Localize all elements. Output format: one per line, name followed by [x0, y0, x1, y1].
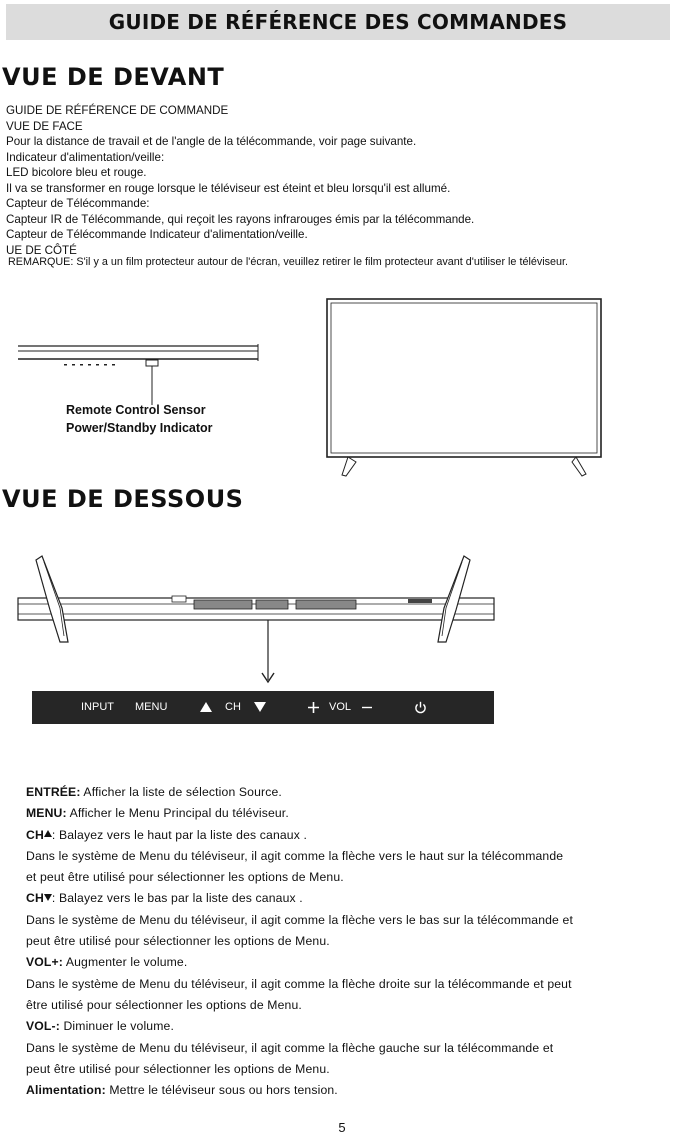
small-up-arrow-icon [44, 830, 52, 837]
text-line: Capteur de Télécommande: [6, 197, 150, 210]
bottom-view-title: VUE DE DESSOUS [2, 485, 244, 513]
text-line: UE DE CÔTÉ [6, 243, 77, 257]
front-view-text [6, 103, 676, 258]
desc-text: : Balayez vers le haut par la liste des canaux . [51, 827, 308, 842]
standby-indicator-label: Power/Standby Indicator [66, 421, 213, 435]
desc-label: VOL+: [26, 955, 63, 970]
power-icon [414, 701, 427, 714]
ch-button-label: CH [225, 701, 241, 713]
vol-button-label: VOL [329, 701, 352, 713]
page-title: GUIDE DE RÉFÉRENCE DES COMMANDES [108, 10, 568, 34]
desc-detail: être utilisé pour sélectionner les options de Menu. [26, 997, 302, 1012]
text-line: Il va se transformer en rouge lorsque le téléviseur est éteint et bleu lorsqu'il est allumé. [6, 181, 451, 195]
desc-text: : Balayez vers le bas par la liste des canaux . [51, 891, 303, 906]
menu-button-label: MENU [135, 701, 168, 713]
desc-detail: peut être utilisé pour sélectionner les options de Menu. [26, 934, 330, 949]
desc-label: CH [26, 891, 44, 906]
desc-menu [26, 803, 684, 824]
desc-label: CH [26, 827, 44, 842]
ch-up-icon [200, 702, 212, 712]
remark-note: REMARQUE: S'il y a un film protecteur autour de l'écran, veuillez retirer le film protecteur avant d'utiliser le téléviseur. [8, 256, 569, 268]
vol-minus-icon [362, 706, 372, 709]
vol-plus-icon [308, 702, 319, 713]
desc-ch-up [26, 825, 684, 846]
desc-text: Augmenter le volume. [62, 955, 188, 970]
desc-detail: et peut être utilisé pour sélectionner les options de Menu. [26, 870, 344, 885]
desc-label: VOL-: [26, 1019, 60, 1034]
desc-detail: Dans le système de Menu du téléviseur, il agit comme la flèche vers le haut sur la télécommande [26, 848, 564, 863]
desc-ch-down [26, 888, 684, 909]
page-number: 5 [338, 1120, 346, 1135]
front-view-title: VUE DE DEVANT [2, 63, 225, 91]
remote-sensor-label: Remote Control Sensor [66, 403, 206, 417]
text-line: GUIDE DE RÉFÉRENCE DE COMMANDE [6, 104, 229, 117]
desc-vol-up [26, 952, 684, 973]
desc-detail: Dans le système de Menu du téléviseur, il agit comme la flèche gauche sur la télécommande et [26, 1040, 554, 1055]
header-banner [6, 4, 670, 40]
desc-text: Mettre le téléviseur sous ou hors tension. [105, 1083, 338, 1098]
text-line: Pour la distance de travail et de l'angle de la télécommande, voir page suivante. [6, 135, 417, 148]
button-descriptions [26, 782, 684, 1101]
desc-label: ENTRÉE: [26, 785, 81, 799]
desc-entree [26, 782, 684, 803]
text-line: Capteur de Télécommande Indicateur d'alimentation/veille. [6, 228, 308, 241]
tv-front-drawing [322, 294, 608, 480]
desc-vol-down [26, 1016, 684, 1037]
side-detail-drawing [0, 330, 280, 410]
desc-label: Alimentation: [26, 1083, 106, 1098]
text-line: VUE DE FACE [6, 119, 83, 133]
input-button-label: INPUT [81, 701, 114, 713]
text-line: LED bicolore bleu et rouge. [6, 166, 147, 179]
ch-down-icon [254, 702, 266, 712]
desc-detail: peut être utilisé pour sélectionner les options de Menu. [26, 1061, 330, 1076]
desc-text: Diminuer le volume. [59, 1019, 175, 1034]
desc-text: Afficher le Menu Principal du téléviseur. [66, 806, 289, 821]
desc-detail: Dans le système de Menu du téléviseur, il agit comme la flèche vers le bas sur la télécommande et [26, 912, 573, 927]
desc-text: Afficher la liste de sélection Source. [80, 785, 282, 799]
desc-label: MENU: [26, 806, 67, 821]
small-down-arrow-icon [44, 894, 52, 901]
desc-detail: Dans le système de Menu du téléviseur, il agit comme la flèche droite sur la télécommande et peut [26, 976, 572, 991]
text-line: Capteur IR de Télécommande, qui reçoit les rayons infrarouges émis par la télécommande. [6, 212, 475, 226]
control-button-strip [32, 691, 494, 724]
desc-power [26, 1080, 684, 1101]
tv-bottom-drawing [0, 548, 500, 688]
text-line: Indicateur d'alimentation/veille: [6, 150, 165, 164]
